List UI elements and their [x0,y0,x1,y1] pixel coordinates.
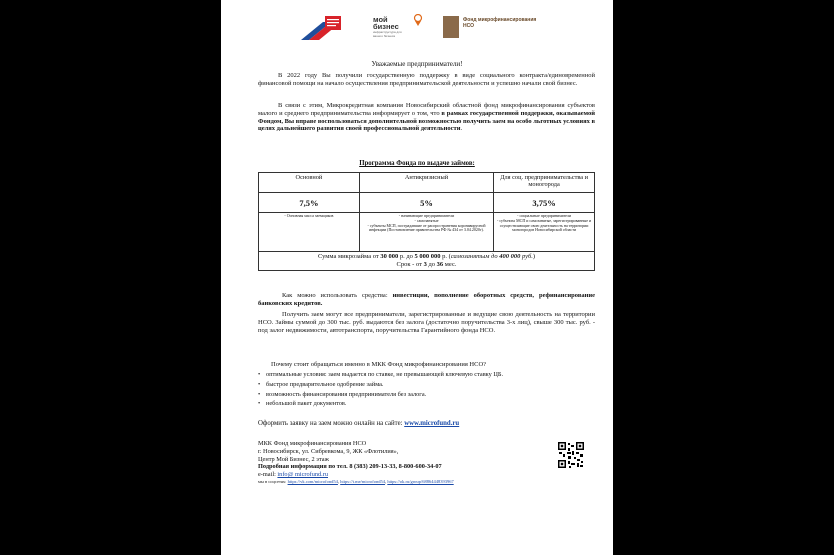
rate-basic: 7,5% [259,193,360,213]
email-line [258,471,558,479]
telegram-link[interactable]: https://t.me/microfond54 [340,478,386,484]
center: Центр Мой Бизнес, 2 этаж [258,455,329,463]
list-item: • небольшой пакет документов. [258,399,503,409]
greeting: Уважаемые предприниматели! [371,60,463,68]
header-basic: Основной [259,173,360,193]
loan-terms [259,252,595,271]
desc-social: - социальные предприниматели - субъекты МСП и самозанятые, зарегистрированные и осуществляющие свою деятельность на территории моногородов Новосибирской области [494,213,595,252]
table-desc-row [259,213,595,252]
apply-text: Оформить заявку на заем можно онлайн на сайте: [258,420,405,427]
table-rate-row [259,193,595,213]
apply-line [258,420,598,428]
sum-after: р. ( [440,253,451,260]
header-logos [221,12,613,48]
sum-close: ) [532,253,536,260]
reasons-list [258,370,503,409]
header-anticrisis: Антикризисный [359,173,493,193]
sum-self: самозанятым до [450,253,500,260]
document-page [221,0,613,555]
term-prefix: Срок - от [396,261,424,268]
sum-mid: р. до [398,253,415,260]
list-item: • оптимальные условия: заем выдается по ставке, не превышающей ключевую ставку ЦБ. [258,370,503,380]
desc-anticrisis: - начинающие предприниматели - самозанятые - субъекты МСП, пострадавшие от распространения коронавирусной инфекции (Постановление правительства РФ № 434 от 3.04.2020г). [359,213,493,252]
pin-icon [413,14,423,26]
sum-self-unit: руб. [520,253,533,260]
ok-link[interactable]: https://ok.ru/group/68864448393967 [387,478,454,484]
sum-self-amount: 400 000 [499,253,521,260]
email-link[interactable]: info@ microfund.ru [277,471,328,479]
eligibility-paragraph: Получить заем могут все предприниматели, зарегистрированные и ведущие свою деятельность на территории НСО. Займы суммой до 300 тыс. руб. выдаются без залога (достаточно поручительства 3-х лиц), свыше 300 тыс. руб. - под залог недвижимости, автотранспорта, поручительства Гарантийного фонда НСО. [258,311,595,334]
rf-logo-icon [301,16,341,40]
term-min: 3 [423,261,427,268]
my-business-subtitle: инфраструктура для вашего бизнеса [373,30,402,38]
program-table [258,172,595,271]
table-header-row [259,173,595,193]
fund-logo-icon [443,16,459,38]
program-title [221,160,613,167]
sum-max: 5 000 000 [414,253,441,260]
header-social: Для соц. предпринимательства и моногорода [494,173,595,193]
offer-paragraph [258,102,595,133]
org-name: МКК Фонд микрофинансирования НСО [258,440,367,447]
term-mid: до [426,261,437,268]
desc-basic: - Основная масса заемщиков [259,213,360,252]
list-item: • быстрое предварительное одобрение займа. [258,380,503,390]
my-business-name: мой бизнес [373,15,399,31]
program-title-colon: : [472,160,475,167]
offer-text-start: В связи с этим, Микрокредитная компания Новосибирский областной фонд микрофинансирования субъектов малого и среднего предпринимательства информирует о том, что [258,102,595,117]
term-unit: мес. [443,261,457,268]
offer-text-bold: в рамках государственной поддержки, оказываемой Фондом, Вы вправе воспользоваться дополнительной возможностью получить заем на особо льготных условиях в целях дальнейшего развития своей профессиональной деятельности [258,109,596,133]
social-label: мы в соцсетях: [258,478,288,484]
intro-paragraph: В 2022 году Вы получили государственную поддержку в виде социального контракта/единовременной финансовой помощи на начало осуществления предпринимательской деятельности и успешно начали свой бизнес. [258,72,595,87]
sum-prefix: Сумма микрозайма от [317,253,381,260]
rate-social: 3,75% [494,193,595,213]
address: г. Новосибирск, ул. Сибревкома, 9, ЖК «Флотилия», [258,447,399,455]
offer-text-end: . [460,125,463,133]
rate-anticrisis: 5% [359,193,493,213]
social-line: мы в соцсетях: https://vk.com/microfond54, https://t.me/microfond54, https://ok.ru/group/68864448393967 [258,478,454,484]
why-question: Почему стоит обращаться именно в МКК Фонд микрофинансирования НСО? [271,361,487,368]
program-title-text: Программа Фонда по выдаче займов [359,160,473,167]
usage-paragraph [258,292,595,308]
table-total-row [259,252,595,271]
website-link[interactable]: www.microfund.ru [404,420,460,427]
vk-link[interactable]: https://vk.com/microfond54 [287,478,338,484]
usage-text-bold: инвестиции, пополнение оборотных средств, рефинансирование банковских кредитов. [258,292,596,307]
email-label: e-mail: [258,471,278,479]
usage-text: Как можно использовать средства: [282,292,393,299]
qr-code-icon [558,442,584,468]
term-max: 36 [436,261,444,268]
phone-info: Подробная информация по тел. 8 (383) 209-13-33, 8-800-600-34-07 [258,463,442,471]
list-item: • возможность финансирования предпринимателя без залога. [258,390,503,400]
contacts-block [258,440,558,485]
sum-min: 30 000 [380,253,399,260]
fund-logo-text: Фонд микрофинансирования НСО [463,17,537,29]
